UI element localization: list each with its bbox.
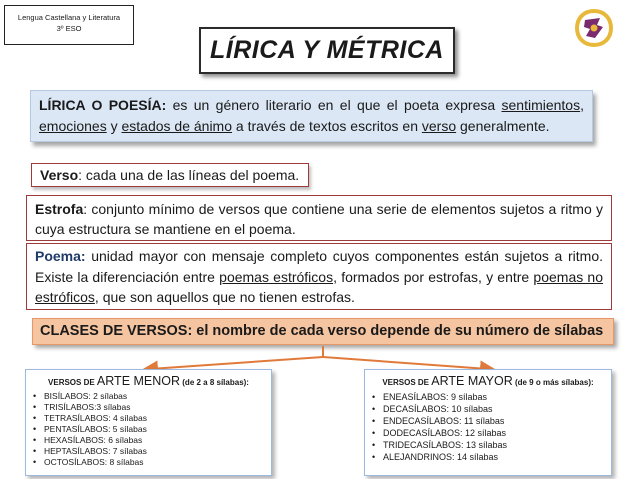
keyword-poemas-no-estroficos: poemas no estróficos [35,268,604,305]
list-item: • PENTASÍLABOS: 5 sílabas [41,424,265,435]
subject-name: Lengua Castellana y Literatura [17,13,121,22]
term-poema: Poema: [35,248,86,264]
keyword-poemas-estroficos: poemas estróficos [219,268,334,285]
arte-mayor-heading: VERSOS DE ARTE MAYOR (de 9 o más sílabas): [382,374,594,388]
keyword-sentimientos: sentimientos [501,97,581,113]
definition-verso: Verso: cada una de las líneas del poema. [31,163,309,187]
clases-de-versos-banner: CLASES DE VERSOS: el nombre de cada verso depende de su número de sílabas [32,318,614,345]
definition-estrofa: Estrofa: conjunto mínimo de versos que contiene una serie de elementos sujetos a ritmo y cuya estructura se mantiene en el poema. [26,195,612,241]
list-item: • TETRASÍLABOS: 4 sílabas [41,413,265,424]
arte-menor-list-box [25,369,272,476]
keyword-emociones: emociones [39,118,107,134]
course-level: 3º ESO [56,24,82,33]
list-item: • TRIDECASÍLABOS: 13 sílabas [380,439,605,451]
arte-mayor-list [371,391,605,463]
list-item: • DODECASÍLABOS: 12 sílabas [380,427,605,439]
list-item: • ENEASÍLABOS: 9 sílabas [380,391,605,403]
arte-menor-list [32,391,265,468]
connector-arrow-right [323,357,488,369]
list-item: • HEPTASÍLABOS: 7 sílabas [41,446,265,457]
definition-poema: Poema: unidad mayor con mensaje completo cuyos componentes están sujetos a ritmo. Existe la diferenciación entre poemas estróficos, formados por estrofas, y entre poemas no estróficos, que son aquellos que no tienen estrofas. [26,243,612,310]
definition-lirica: LÍRICA O POESÍA: es un género literario en el que el poeta expresa sentimientos, emociones y estados de ánimo a través de textos escritos en verso generalmente. [30,90,593,142]
list-item: • ALEJANDRINOS: 14 sílabas [380,451,605,463]
list-item: • OCTOSÍLABOS: 8 sílabas [41,457,265,468]
arte-mayor-list-box [364,369,612,476]
keyword-estados-animo: estados de ánimo [121,118,233,134]
term-estrofa: Estrofa [35,201,84,217]
connector-arrow-left [150,357,323,369]
term-verso: Verso [40,167,79,183]
arte-menor-heading: VERSOS DE ARTE MENOR (de 2 a 8 sílabas): [48,374,249,388]
page-title: LÍRICA Y MÉTRICA [199,27,455,74]
list-item: • ENDECASÍLABOS: 11 sílabas [380,415,605,427]
list-item: • DECASÍLABOS: 10 sílabas [380,403,605,415]
term-lirica: LÍRICA O POESÍA: [39,97,167,113]
list-item: • TRISÍLABOS:3 sílabas [41,402,265,413]
list-item: • HEXASÍLABOS: 6 sílabas [41,435,265,446]
keyword-verso: verso [421,118,457,134]
list-item: • BISÍLABOS: 2 sílabas [41,391,265,402]
